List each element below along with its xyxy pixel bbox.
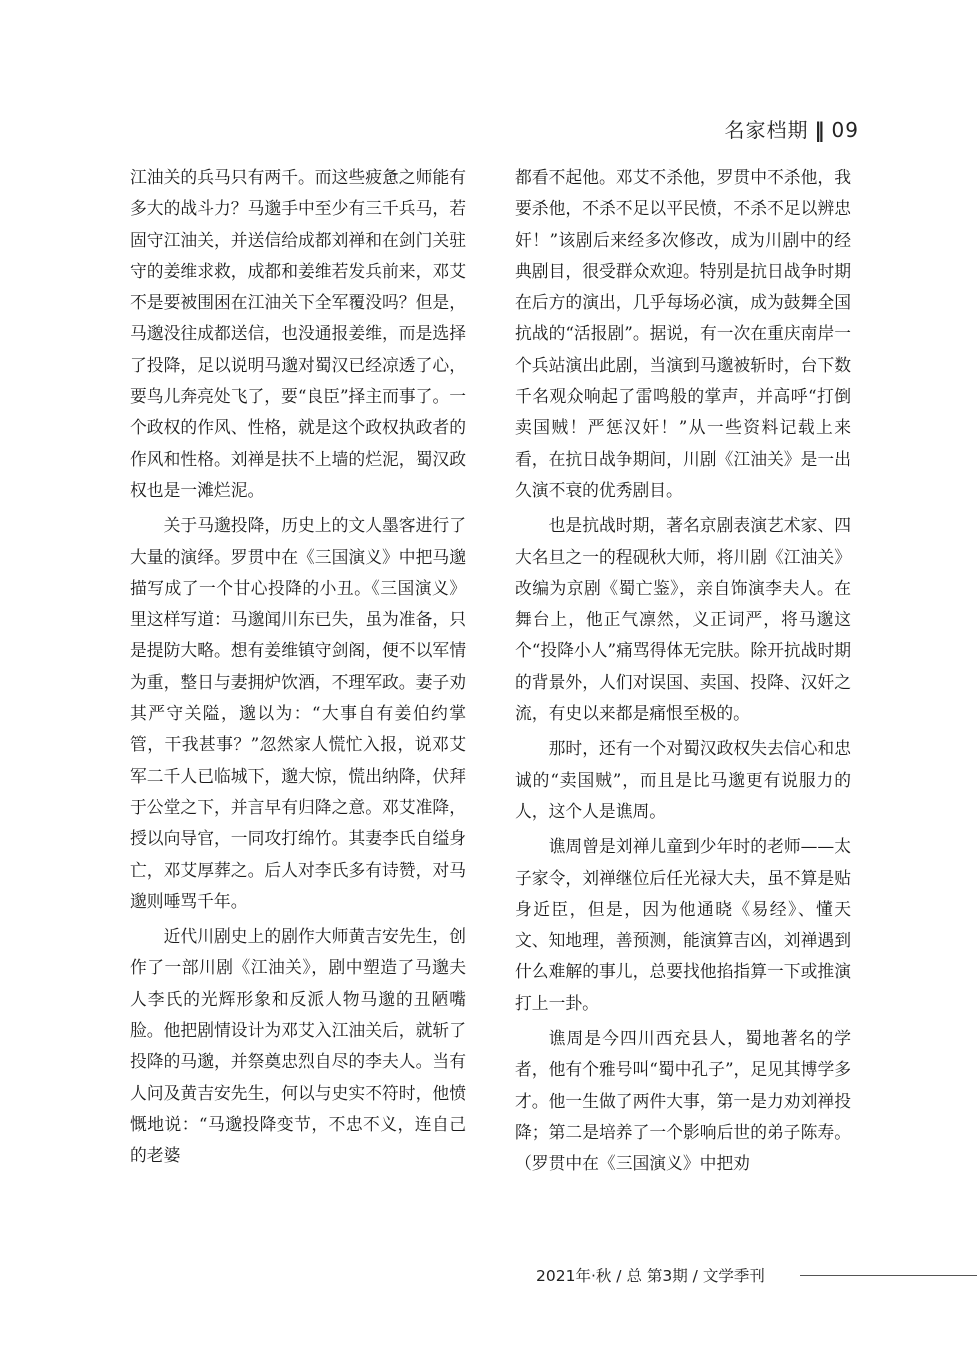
page-number: 09 [831,118,859,142]
header-separator: ‖ [814,118,826,142]
section-title: 名家档期 [724,118,809,142]
paragraph: 江油关的兵马只有两千。而这些疲惫之师能有多大的战斗力？马邈手中至少有三千兵马，若固守江油关，并送信给成都刘禅和在剑门关驻守的姜维求救，成都和姜维若发兵前来，邓艾不是要被围困在江油关下全军覆没吗？但是，马邈没往成都送信，也没通报姜维，而是选择了投降，足以说明马邈对蜀汉已经凉透了心，要鸟儿奔亮处飞了，要“良臣”择主而事了。一个政权的作风、性格，就是这个政权执政者的作风和性格。刘禅是扶不上墙的烂泥，蜀汉政权也是一滩烂泥。 [130,167,467,500]
paragraph: 谯周是今四川西充县人，蜀地著名的学者，他有个雅号叫“蜀中孔子”，足见其博学多才。他一生做了两件大事，第一是力劝刘禅投降；第二是培养了一个影响后世的弟子陈寿。（罗贯中在《三国演义》中把劝 [515,1028,852,1174]
page-header [725,114,859,143]
paragraph: 关于马邈投降，历史上的文人墨客进行了大量的演绎。罗贯中在《三国演义》中把马邈描写成了一个甘心投降的小丑。《三国演义》里这样写道：马邈闻川东已失，虽为准备，只是提防大略。想有姜维镇守剑阁，便不以军情为重，整日与妻拥炉饮酒，不理军政。妻子劝其严守关隘，邈以为：“大事自有姜伯约掌管，干我甚事？”忽然家人慌忙入报，说邓艾军二千人已临城下，邈大惊，慌出纳降，伏拜于公堂之下，并言早有归降之意。邓艾准降，授以向导官，一同攻打绵竹。其妻李氏自缢身亡，邓艾厚葬之。后人对李氏多有诗赞，对马邈则唾骂千年。 [130,515,466,911]
page-footer: 2021年·秋 / 总 第3期 / 文学季刊 [536,1267,765,1285]
paragraph: 都看不起他。邓艾不杀他，罗贯中不杀他，我要杀他，不杀不足以平民愤，不杀不足以辨忠奸！”该剧后来经多次修改，成为川剧中的经典剧目，很受群众欢迎。特别是抗日战争时期在后方的演出，几乎每场必演，成为鼓舞全国抗战的“活报剧”。据说，有一次在重庆南岸一个兵站演出此剧，当演到马邈被斩时，台下数千名观众响起了雷鸣般的掌声，并高呼“打倒卖国贼！严惩汉奸！”从一些资料记载上来看，在抗日战争期间，川剧《江油关》是一出久演不衰的优秀剧目。 [515,167,852,500]
footer-rule [800,1275,977,1276]
left-column [130,162,466,1172]
paragraph: 也是抗战时期，著名京剧表演艺术家、四大名旦之一的程砚秋大师，将川剧《江油关》改编为京剧《蜀亡鉴》，亲自饰演李夫人。在舞台上，他正气凛然，义正词严，将马邈这个“投降小人”痛骂得体无完肤。除开抗战时期的背景外，人们对误国、卖国、投降、汉奸之流，有史以来都是痛恨至极的。 [515,515,852,724]
right-column [515,162,851,1180]
paragraph: 那时，还有一个对蜀汉政权失去信心和忠诚的“卖国贼”，而且是比马邈更有说服力的人，这个人是谯周。 [515,738,851,821]
paragraph: 近代川剧史上的剧作大师黄吉安先生，创作了一部川剧《江油关》，剧中塑造了马邈夫人李氏的光辉形象和反派人物马邈的丑陋嘴脸。他把剧情设计为邓艾入江油关后，就斩了投降的马邈，并祭奠忠烈自尽的李夫人。当有人问及黄吉安先生，何以与史实不符时，他愤慨地说：“马邈投降变节，不忠不义，连自己的老婆 [130,926,466,1166]
paragraph: 谯周曾是刘禅儿童到少年时的老师——太子家令，刘禅继位后任光禄大夫，虽不算是贴身近臣，但是，因为他通晓《易经》、懂天文、知地理，善预测，能演算吉凶，刘禅遇到什么难解的事儿，总要找他掐指算一下或推演打上一卦。 [515,836,851,1013]
